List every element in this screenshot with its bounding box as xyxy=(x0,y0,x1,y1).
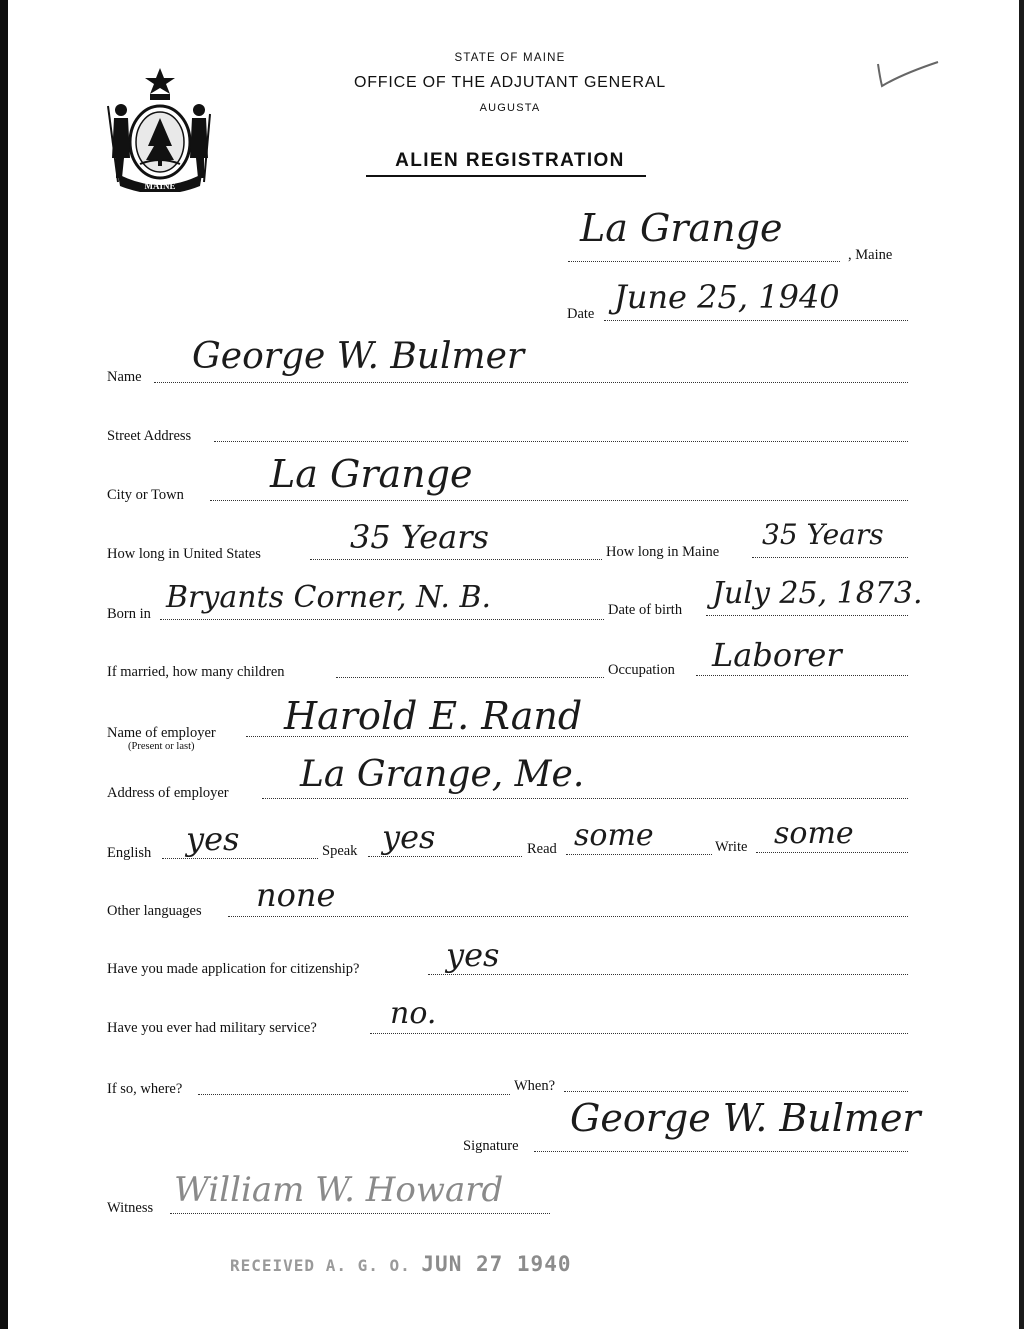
citizenship-value[interactable]: yes xyxy=(446,936,500,974)
military-value[interactable]: no. xyxy=(390,996,437,1031)
other-languages-value[interactable]: none xyxy=(256,876,336,914)
employer-sublabel: (Present or last) xyxy=(128,741,195,752)
married-label: If married, how many children xyxy=(107,664,285,680)
witness-line xyxy=(170,1213,550,1214)
title-underline xyxy=(366,175,646,177)
read-value[interactable]: some xyxy=(574,818,654,853)
occupation-label: Occupation xyxy=(608,662,675,678)
english-line xyxy=(162,858,318,859)
when-line xyxy=(564,1091,908,1092)
employer-label: Name of employer xyxy=(107,725,216,741)
citizenship-label: Have you made application for citizenship? xyxy=(107,961,360,977)
english-label: English xyxy=(107,845,152,861)
name-line xyxy=(154,382,908,383)
name-label: Name xyxy=(107,369,142,385)
born-in-value[interactable]: Bryants Corner, N. B. xyxy=(166,580,492,615)
military-line xyxy=(370,1033,908,1034)
town-line xyxy=(568,261,840,262)
employer-address-line xyxy=(262,798,908,799)
signature-label: Signature xyxy=(463,1138,519,1154)
write-line xyxy=(756,852,908,853)
occupation-line xyxy=(696,675,908,676)
street-line xyxy=(214,441,908,442)
witness-value[interactable]: William W. Howard xyxy=(174,1170,504,1210)
dob-value[interactable]: July 25, 1873. xyxy=(712,576,923,611)
born-in-line xyxy=(160,619,604,620)
state-seal-icon xyxy=(104,66,216,192)
military-label: Have you ever had military service? xyxy=(107,1020,317,1036)
employer-address-label: Address of employer xyxy=(107,785,229,801)
signature-value[interactable]: George W. Bulmer xyxy=(570,1096,921,1140)
city-label: City or Town xyxy=(107,487,184,503)
street-label: Street Address xyxy=(107,428,192,444)
read-label: Read xyxy=(527,841,557,857)
employer-address-value[interactable]: La Grange, Me. xyxy=(300,754,585,795)
how-long-us-line xyxy=(310,559,602,560)
born-in-label: Born in xyxy=(107,606,151,622)
maine-label: , Maine xyxy=(848,247,893,263)
name-value[interactable]: George W. Bulmer xyxy=(192,336,525,377)
other-languages-label: Other languages xyxy=(107,903,202,919)
read-line xyxy=(566,854,712,855)
how-long-us-value[interactable]: 35 Years xyxy=(350,518,489,556)
other-languages-line xyxy=(228,916,908,917)
scan-border-right xyxy=(1019,0,1024,1329)
check-mark-icon xyxy=(872,56,944,96)
write-label: Write xyxy=(715,839,748,855)
write-value[interactable]: some xyxy=(774,816,854,851)
dob-label: Date of birth xyxy=(608,602,683,618)
speak-line xyxy=(368,856,522,857)
form-title: ALIEN REGISTRATION xyxy=(395,150,625,171)
date-label: Date xyxy=(567,306,595,322)
scan-border-left xyxy=(0,0,8,1329)
dob-line xyxy=(706,615,908,616)
when-label: When? xyxy=(514,1078,556,1094)
date-line xyxy=(604,320,908,321)
married-line xyxy=(336,677,604,678)
how-long-maine-line xyxy=(752,557,908,558)
date-value[interactable]: June 25, 1940 xyxy=(614,278,840,316)
how-long-maine-value[interactable]: 35 Years xyxy=(762,518,884,551)
signature-line xyxy=(534,1151,908,1152)
occupation-value[interactable]: Laborer xyxy=(712,636,842,674)
header-state: STATE OF MAINE xyxy=(454,52,566,64)
town-value[interactable]: La Grange xyxy=(580,206,783,250)
employer-value[interactable]: Harold E. Rand xyxy=(284,694,583,738)
seal-text: MAINE xyxy=(144,181,176,191)
speak-label: Speak xyxy=(322,843,358,859)
city-line xyxy=(210,500,908,501)
citizenship-line xyxy=(428,974,908,975)
english-value[interactable]: yes xyxy=(186,820,240,858)
received-stamp-date: JUN 27 1940 xyxy=(421,1252,572,1276)
city-value[interactable]: La Grange xyxy=(270,452,473,496)
received-stamp-prefix: RECEIVED A. G. O. xyxy=(230,1256,411,1275)
where-label: If so, where? xyxy=(107,1081,183,1097)
how-long-us-label: How long in United States xyxy=(107,546,261,562)
how-long-maine-label: How long in Maine xyxy=(606,544,720,560)
witness-label: Witness xyxy=(107,1200,154,1216)
header-office: OFFICE OF THE ADJUTANT GENERAL xyxy=(353,74,667,91)
header-city: AUGUSTA xyxy=(479,102,541,114)
received-stamp xyxy=(230,1252,571,1276)
where-line xyxy=(198,1094,510,1095)
speak-value[interactable]: yes xyxy=(382,818,436,856)
